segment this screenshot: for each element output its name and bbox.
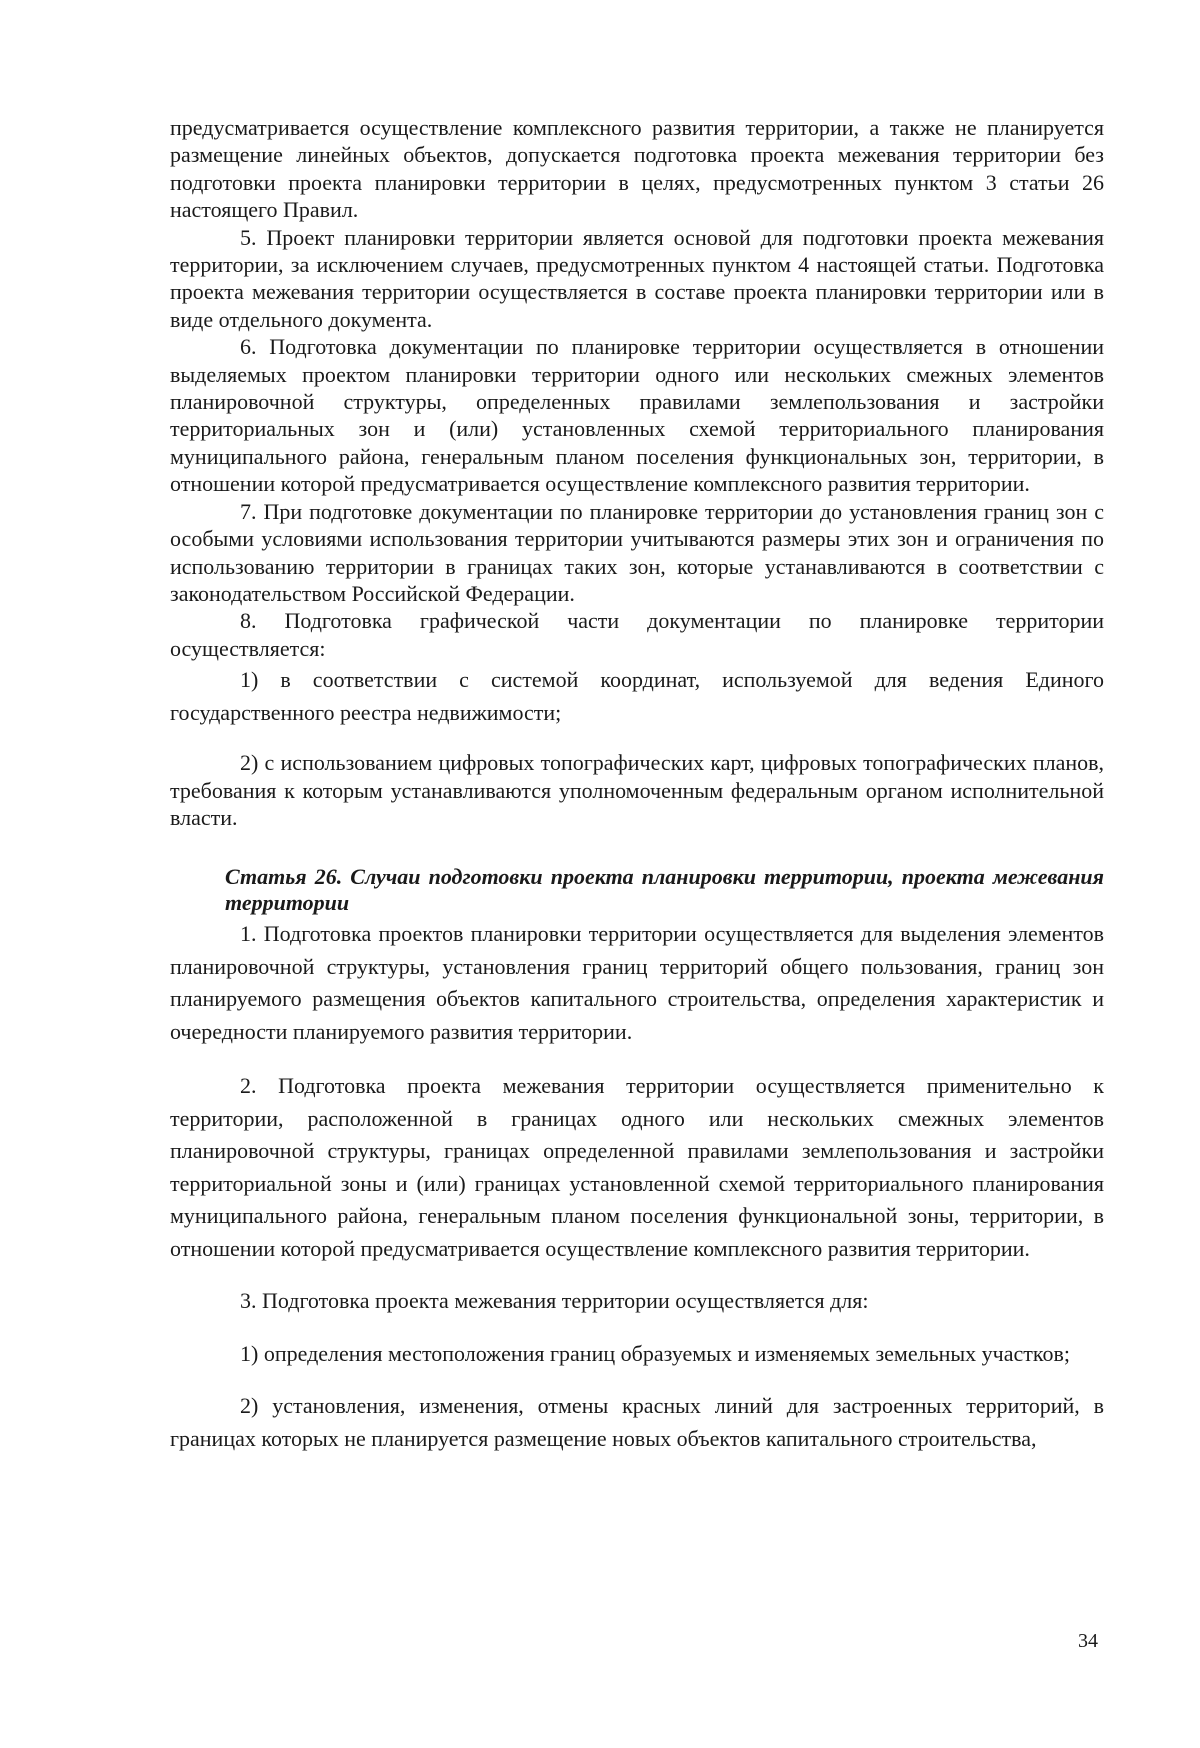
page-number: 34 [1078,1630,1098,1652]
paragraph-item-7: 7. При подготовке документации по планировке территории до установления границ зон с особыми условиями использования территории учитываются размеры этих зон и ограничения по использованию территории в границах таких зон, которые устанавливаются в соответствии с законодательством Российской Федерации. [170,498,1104,606]
paragraph-item-8: 8. Подготовка графической части документации по планировке территории осуществляется: [170,608,1104,661]
article-paragraph-1: 1. Подготовка проектов планировки территории осуществляется для выделения элементов планировочной структуры, установления границ территорий общего пользования, границ зон планируемого размещения объектов капитального строительства, определения характеристик и очередности планируемого развития территории. [170,921,1104,1044]
article-subitem-2: 2) установления, изменения, отмены красных линий для застроенных территорий, в границах которых не планируется размещение новых объектов капитального строительства, [170,1393,1104,1451]
document-body [170,114,1104,1455]
paragraph-subitem-1: 1) в соответствии с системой координат, используемой для ведения Единого государственного реестра недвижимости; [170,667,1104,725]
paragraph-item-6: 6. Подготовка документации по планировке территории осуществляется в отношении выделяемых проектом планировки территории одного или нескольких смежных элементов планировочной структуры, определенных правилами землепользования и застройки территориальных зон и (или) установленных схемой территориального планирования муниципального района, генеральным планом поселения функциональных зон, территории, в отношении которой предусматривается осуществление комплексного развития территории. [170,334,1104,497]
article-heading: Статья 26. Случаи подготовки проекта планировки территории, проекта межевания территории [225,864,1104,916]
article-subitem-1: 1) определения местоположения границ образуемых и изменяемых земельных участков; [240,1340,1070,1366]
article-paragraph-2: 2. Подготовка проекта межевания территории осуществляется применительно к территории, расположенной в границах одного или нескольких смежных элементов планировочной структуры, границах определенной правилами землепользования и застройки территориальной зоны и (или) границах установленной схемой территориального планирования муниципального района, генеральным планом поселения функциональной зоны, территории, в отношении которой предусматривается осуществление комплексного развития территории. [170,1073,1104,1261]
paragraph-subitem-2: 2) с использованием цифровых топографических карт, цифровых топографических планов, требования к которым устанавливаются уполномоченным федеральным органом исполнительной власти. [170,750,1104,830]
paragraph-item-5: 5. Проект планировки территории является основой для подготовки проекта межевания территории, за исключением случаев, предусмотренных пунктом 4 настоящей статьи. Подготовка проекта межевания территории осуществляется в составе проекта планировки территории или в виде отдельного документа. [170,224,1104,332]
paragraph-continuation: предусматривается осуществление комплексного развития территории, а также не планируется размещение линейных объектов, допускается подготовка проекта межевания территории без подготовки проекта планировки территории в целях, предусмотренных пунктом 3 статьи 26 настоящего Правил. [170,115,1104,223]
article-paragraph-3: 3. Подготовка проекта межевания территории осуществляется для: [240,1288,869,1314]
